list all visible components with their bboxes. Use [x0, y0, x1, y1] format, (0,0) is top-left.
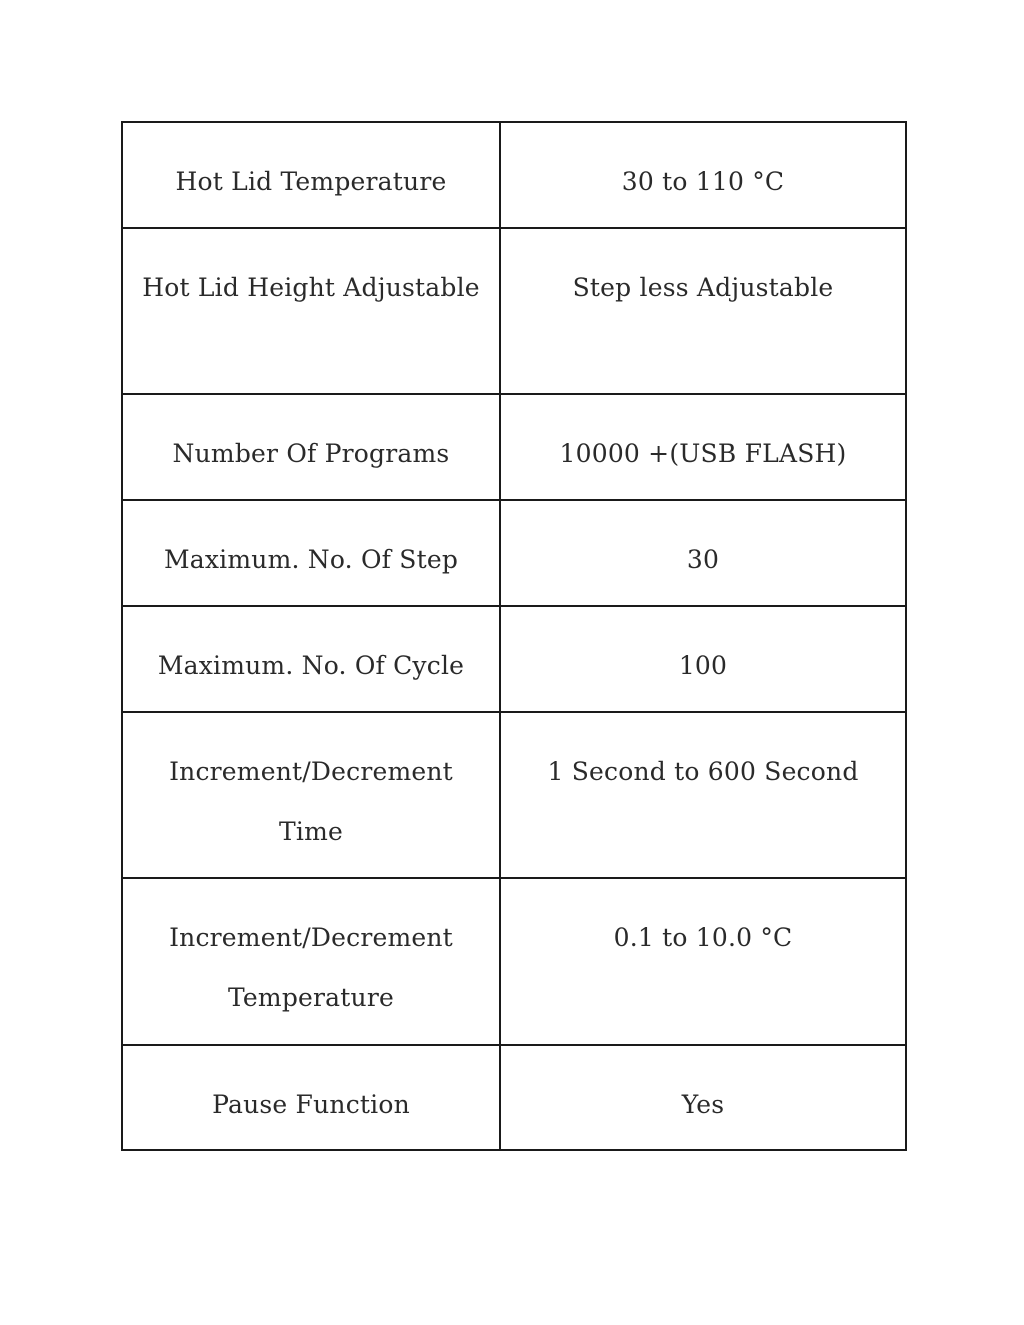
spec-label: Increment/Decrement Temperature: [122, 878, 500, 1045]
table-row: [122, 500, 906, 606]
spec-label: Number Of Programs: [122, 394, 500, 500]
spec-value: 100: [500, 606, 906, 712]
spec-label: Pause Function: [122, 1045, 500, 1150]
spec-label: Maximum. No. Of Step: [122, 500, 500, 606]
spec-value: 30 to 110 °C: [500, 122, 906, 228]
table-row: [122, 878, 906, 1045]
spec-label: Hot Lid Height Adjustable: [122, 228, 500, 394]
specification-table: [121, 121, 907, 1151]
spec-value: 10000 +(USB FLASH): [500, 394, 906, 500]
spec-label: Maximum. No. Of Cycle: [122, 606, 500, 712]
table-row: [122, 712, 906, 878]
table-row: [122, 122, 906, 228]
table-row: [122, 1045, 906, 1150]
spec-label: Increment/Decrement Time: [122, 712, 500, 878]
table-row: [122, 228, 906, 394]
spec-value: 0.1 to 10.0 °C: [500, 878, 906, 1045]
spec-label: Hot Lid Temperature: [122, 122, 500, 228]
spec-value: Step less Adjustable: [500, 228, 906, 394]
table-row: [122, 394, 906, 500]
spec-value: 1 Second to 600 Second: [500, 712, 906, 878]
spec-value: Yes: [500, 1045, 906, 1150]
spec-value: 30: [500, 500, 906, 606]
table-row: [122, 606, 906, 712]
